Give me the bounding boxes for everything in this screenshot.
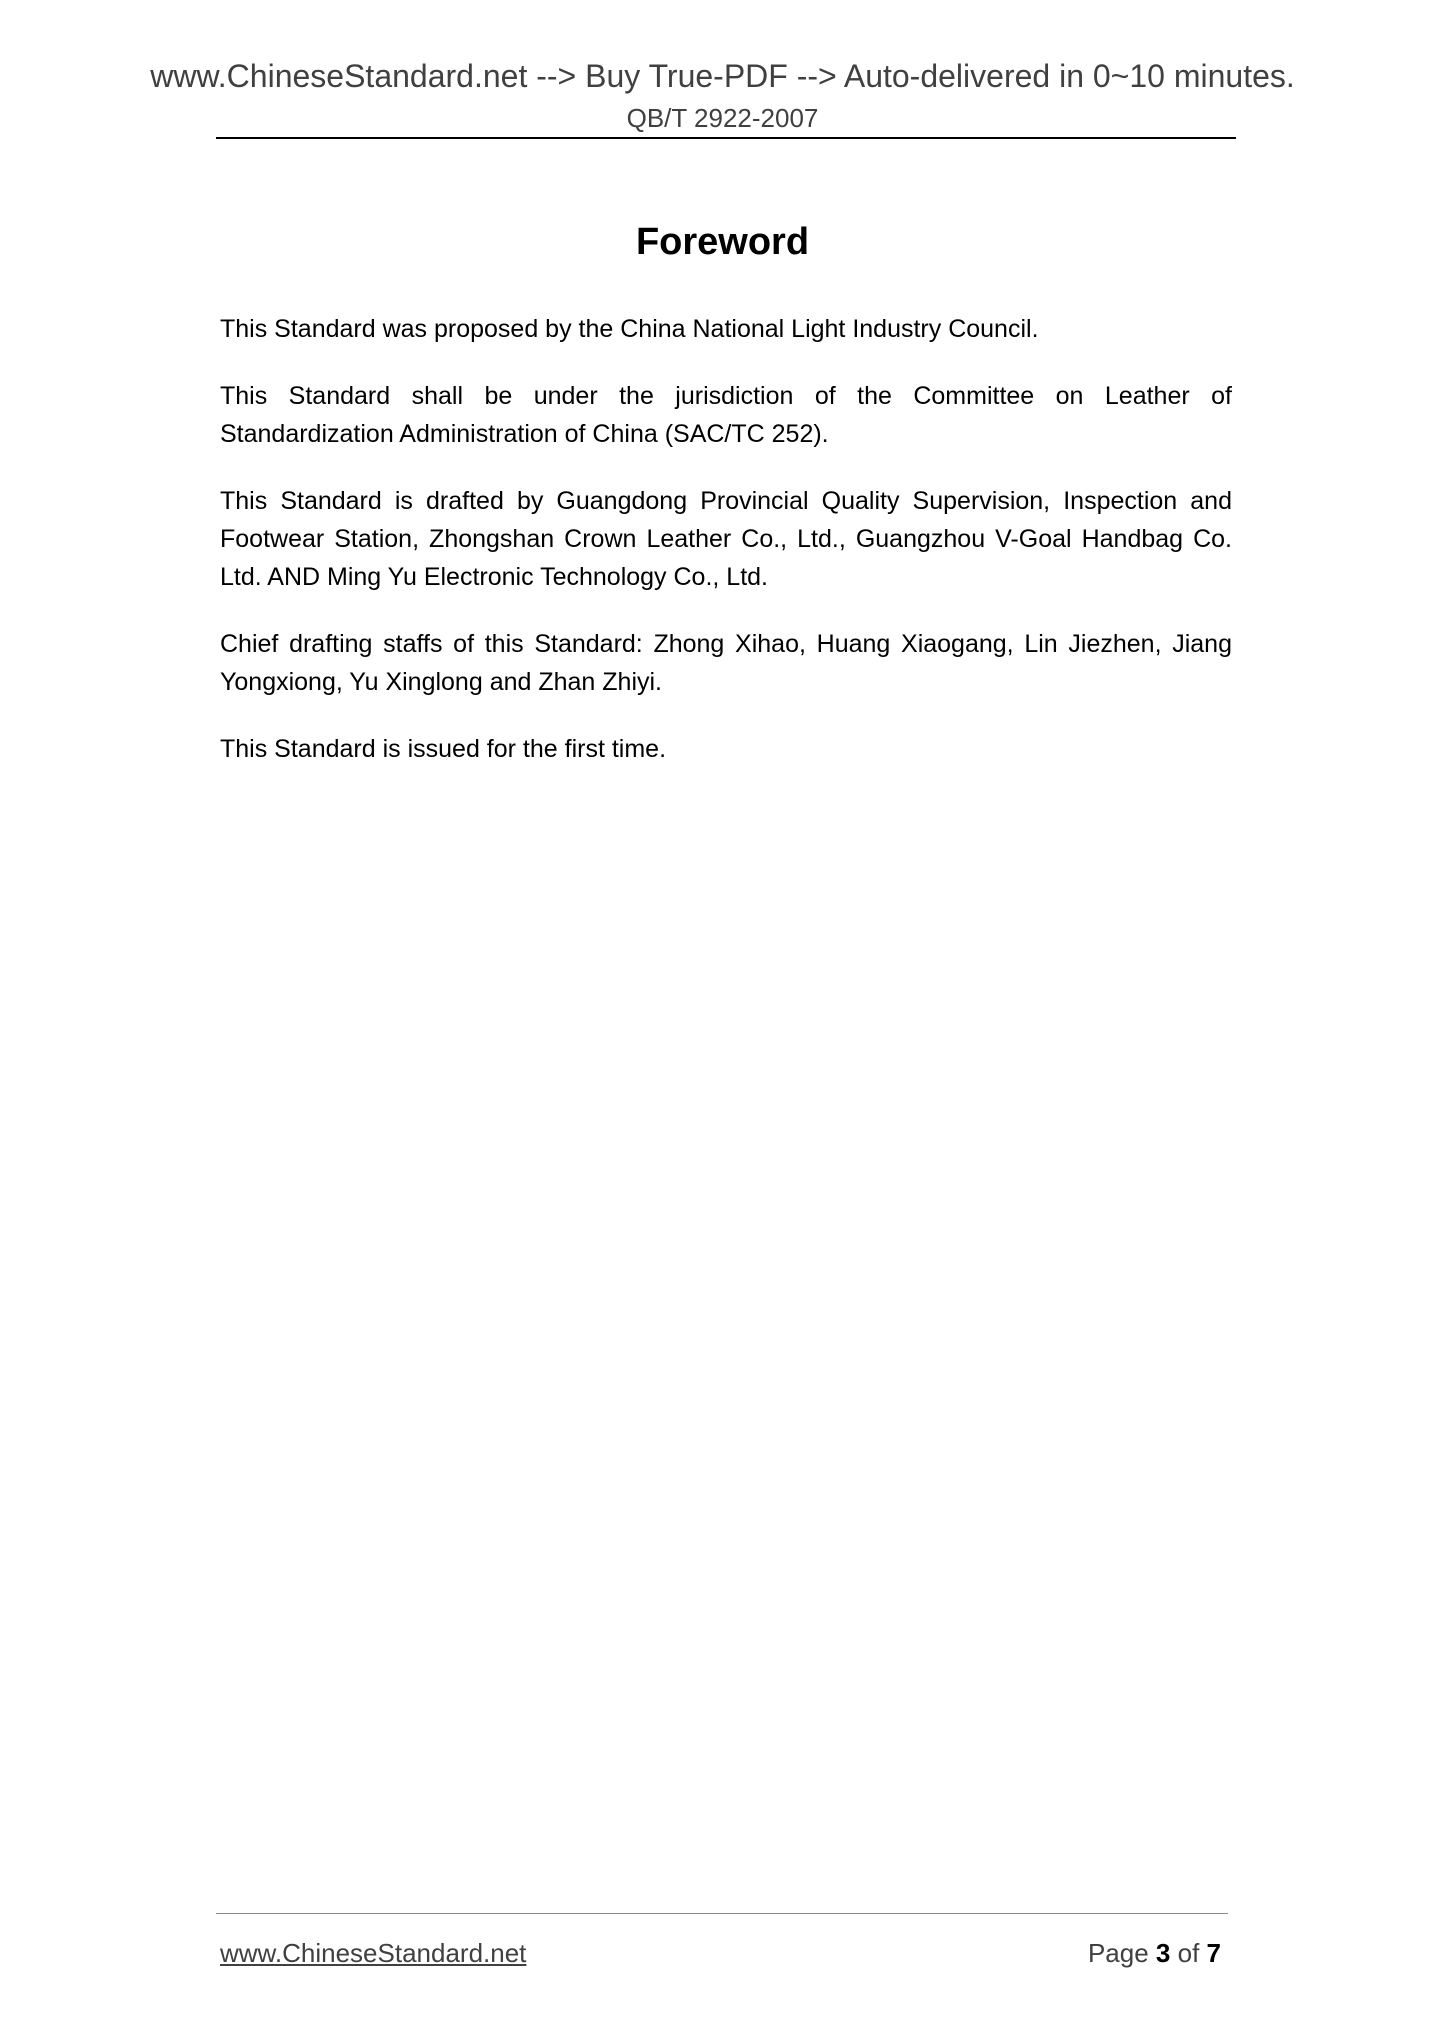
page-of-word: of — [1177, 1938, 1200, 1968]
footer-divider — [216, 1913, 1228, 1914]
foreword-body — [220, 310, 1232, 797]
top-banner: www.ChineseStandard.net --> Buy True-PDF --> Auto-delivered in 0~10 minutes. — [150, 58, 1295, 94]
document-code: QB/T 2922-2007 — [626, 103, 819, 133]
paragraph-jurisdiction: This Standard shall be under the jurisdiction of the Committee on Leather of Standardization Administration of China (SAC/TC 252). — [220, 382, 1232, 448]
paragraph-proposer: This Standard was proposed by the China National Light Industry Council. — [220, 315, 1039, 343]
paragraph-drafters: This Standard is drafted by Guangdong Provincial Quality Supervision, Inspection and Footwear Station, Zhongshan Crown Leather Co., Ltd., Guangzhou V-Goal Handbag Co. Ltd. AND Ming Yu Electronic Technology Co., Ltd. — [220, 487, 1232, 591]
header-divider — [216, 137, 1236, 139]
total-pages: 7 — [1206, 1938, 1221, 1968]
page-title: Foreword — [635, 221, 810, 263]
page-number — [1088, 1936, 1221, 1970]
current-page: 3 — [1155, 1938, 1171, 1968]
page-word: Page — [1087, 1938, 1149, 1968]
footer-website-link[interactable]: www.ChineseStandard.net — [220, 1938, 527, 1968]
paragraph-issue-note: This Standard is issued for the first time. — [220, 735, 667, 763]
paragraph-chief-drafting-staffs: Chief drafting staffs of this Standard: Zhong Xihao, Huang Xiaogang, Lin Jiezhen, Jiang Yongxiong, Yu Xinglong and Zhan Zhiyi. — [220, 630, 1232, 696]
